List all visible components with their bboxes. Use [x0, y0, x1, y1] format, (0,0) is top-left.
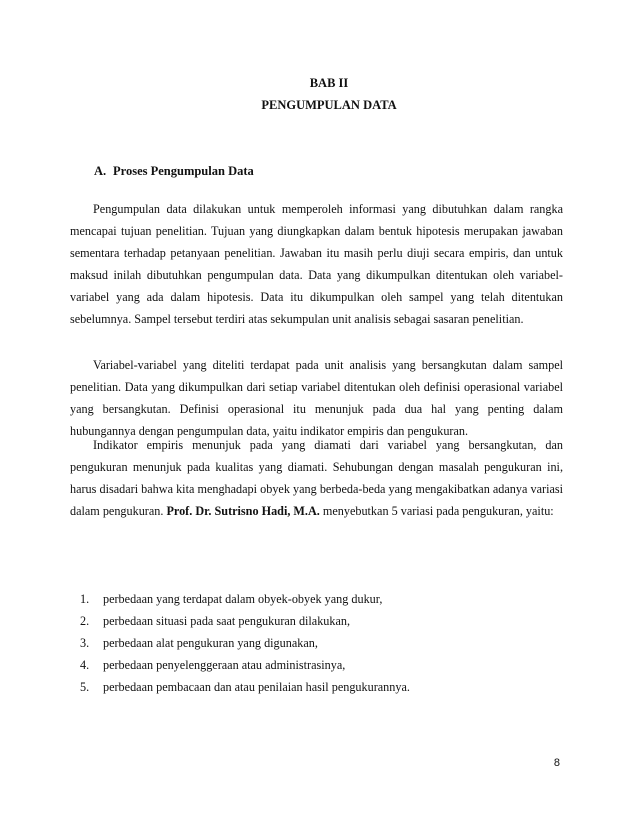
list-item-text: perbedaan situasi pada saat pengukuran dilakukan, [103, 614, 351, 628]
list-item [80, 632, 560, 654]
list-item-text: perbedaan penyelenggeraan atau administrasinya, [103, 658, 346, 672]
list-item [80, 676, 560, 698]
list-item [80, 610, 560, 632]
list-item-text: perbedaan alat pengukuran yang digunakan, [103, 636, 318, 650]
chapter-label: BAB II [309, 76, 349, 90]
list-item-number: 3. [80, 636, 90, 650]
paragraph-3-after: menyebutkan 5 variasi pada pengukuran, yaitu: [322, 504, 554, 518]
list-item-number: 4. [80, 658, 90, 672]
list-item-number: 1. [80, 592, 90, 606]
section-letter: A. [94, 164, 107, 178]
section-heading [94, 164, 254, 179]
variation-list [80, 588, 560, 698]
section-title: Proses Pengumpulan Data [113, 164, 254, 178]
list-item-number: 2. [80, 614, 90, 628]
chapter-title: PENGUMPULAN DATA [261, 98, 397, 112]
paragraph-3-before: Indikator empiris menunjuk pada yang diamati dari variabel yang bersangkutan, dan pengukuran menunjuk pada kualitas yang diamati. Sehubungan dengan masalah pengukuran ini, harus disadari bahwa kita menghadapi obyek yang berbeda-beda yang mengakibatkan adanya variasi dalam pengukuran. [70, 438, 563, 518]
list-item [80, 654, 560, 676]
paragraph-1: Pengumpulan data dilakukan untuk memperoleh informasi yang dibutuhkan dalam rangka mencapai tujuan penelitian. Tujuan yang diungkapkan dalam bentuk hipotesis merupakan jawaban sementara terhadap petanyaan penelitian. Jawaban itu masih perlu diuji secara empiris, dan untuk maksud inilah dibutuhkan pengumpulan data. Data yang dikumpulkan ditentukan oleh variabel-variabel yang ada dalam hipotesis. Data itu dikumpulkan oleh sampel yang telah ditentukan sebelumnya. Sampel tersebut terdiri atas sekumpulan unit analisis sebagai sasaran penelitian. [70, 202, 563, 326]
list-item-number: 5. [80, 680, 90, 694]
paragraph-2: Variabel-variabel yang diteliti terdapat pada unit analisis yang bersangkutan dalam sampel penelitian. Data yang dikumpulkan dari setiap variabel ditentukan oleh definisi operasional variabel yang bersangkutan. Definisi operasional itu menunjuk pada dua hal yang penting dalam hubungannya dengan pengumpulan data, yaitu indikator empiris dan pengukuran. [70, 358, 563, 438]
paragraph-3 [70, 434, 563, 522]
list-item [80, 588, 560, 610]
page-number: 8 [553, 757, 560, 769]
author-name: Prof. Dr. Sutrisno Hadi, M.A. [166, 504, 320, 518]
list-item-text: perbedaan pembacaan dan atau penilaian hasil pengukurannya. [103, 680, 410, 694]
list-item-text: perbedaan yang terdapat dalam obyek-obyek yang dukur, [103, 592, 383, 606]
